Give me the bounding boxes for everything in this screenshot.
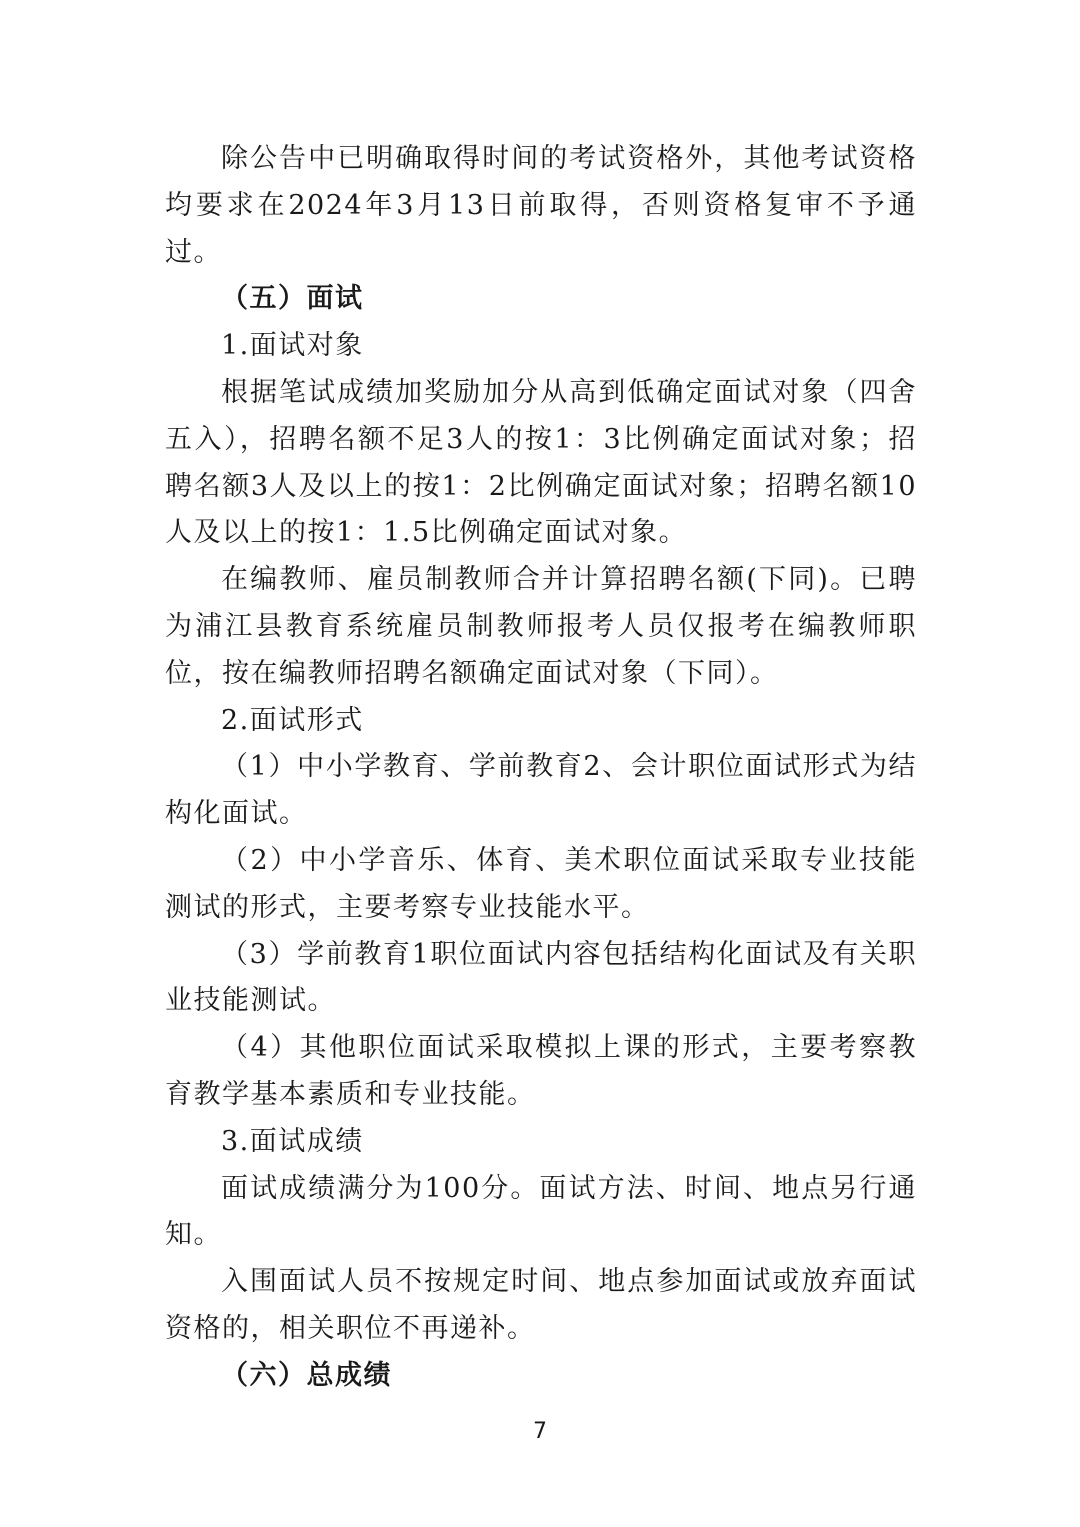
page-number: 7 (533, 1419, 547, 1444)
section-heading-total-score: （六）总成绩 (221, 1359, 392, 1391)
paragraph-format-item-3: （3）学前教育1职位面试内容包括结构化面试及有关职业技能测试。 (165, 938, 917, 1017)
subheading-interview-candidates: 1.面试对象 (221, 330, 364, 362)
section-heading-interview: （五）面试 (221, 283, 364, 315)
paragraph-score-full-marks: 面试成绩满分为100分。面试方法、时间、地点另行通知。 (165, 1172, 917, 1251)
paragraph-format-item-2: （2）中小学音乐、体育、美术职位面试采取专业技能测试的形式，主要考察专业技能水平。 (165, 844, 917, 923)
document-body (165, 136, 917, 1400)
subheading-interview-format: 2.面试形式 (221, 704, 364, 736)
paragraph-format-item-4: （4）其他职位面试采取模拟上课的形式，主要考察教育教学基本素质和专业技能。 (165, 1032, 917, 1110)
paragraph-quota-calculation: 在编教师、雇员制教师合并计算招聘名额(下同)。已聘为浦江县教育系统雇员制教师报考人员仅报考在编教师职位，按在编教师招聘名额确定面试对象（下同）。 (165, 564, 917, 689)
paragraph-format-item-1: （1）中小学教育、学前教育2、会计职位面试形式为结构化面试。 (165, 751, 917, 830)
paragraph-qualification-deadline: 除公告中已明确取得时间的考试资格外，其他考试资格均要求在2024年3月13日前取得，否则资格复审不予通过。 (165, 143, 917, 268)
subheading-interview-score: 3.面试成绩 (221, 1125, 364, 1157)
paragraph-no-replacement: 入围面试人员不按规定时间、地点参加面试或放弃面试资格的，相关职位不再递补。 (165, 1266, 917, 1344)
paragraph-interview-ratio: 根据笔试成绩加奖励加分从高到低确定面试对象（四舍五入），招聘名额不足3人的按1：3比例确定面试对象；招聘名额3人及以上的按1：2比例确定面试对象；招聘名额10人及以上的按1：1.5比例确定面试对象。 (165, 376, 917, 549)
